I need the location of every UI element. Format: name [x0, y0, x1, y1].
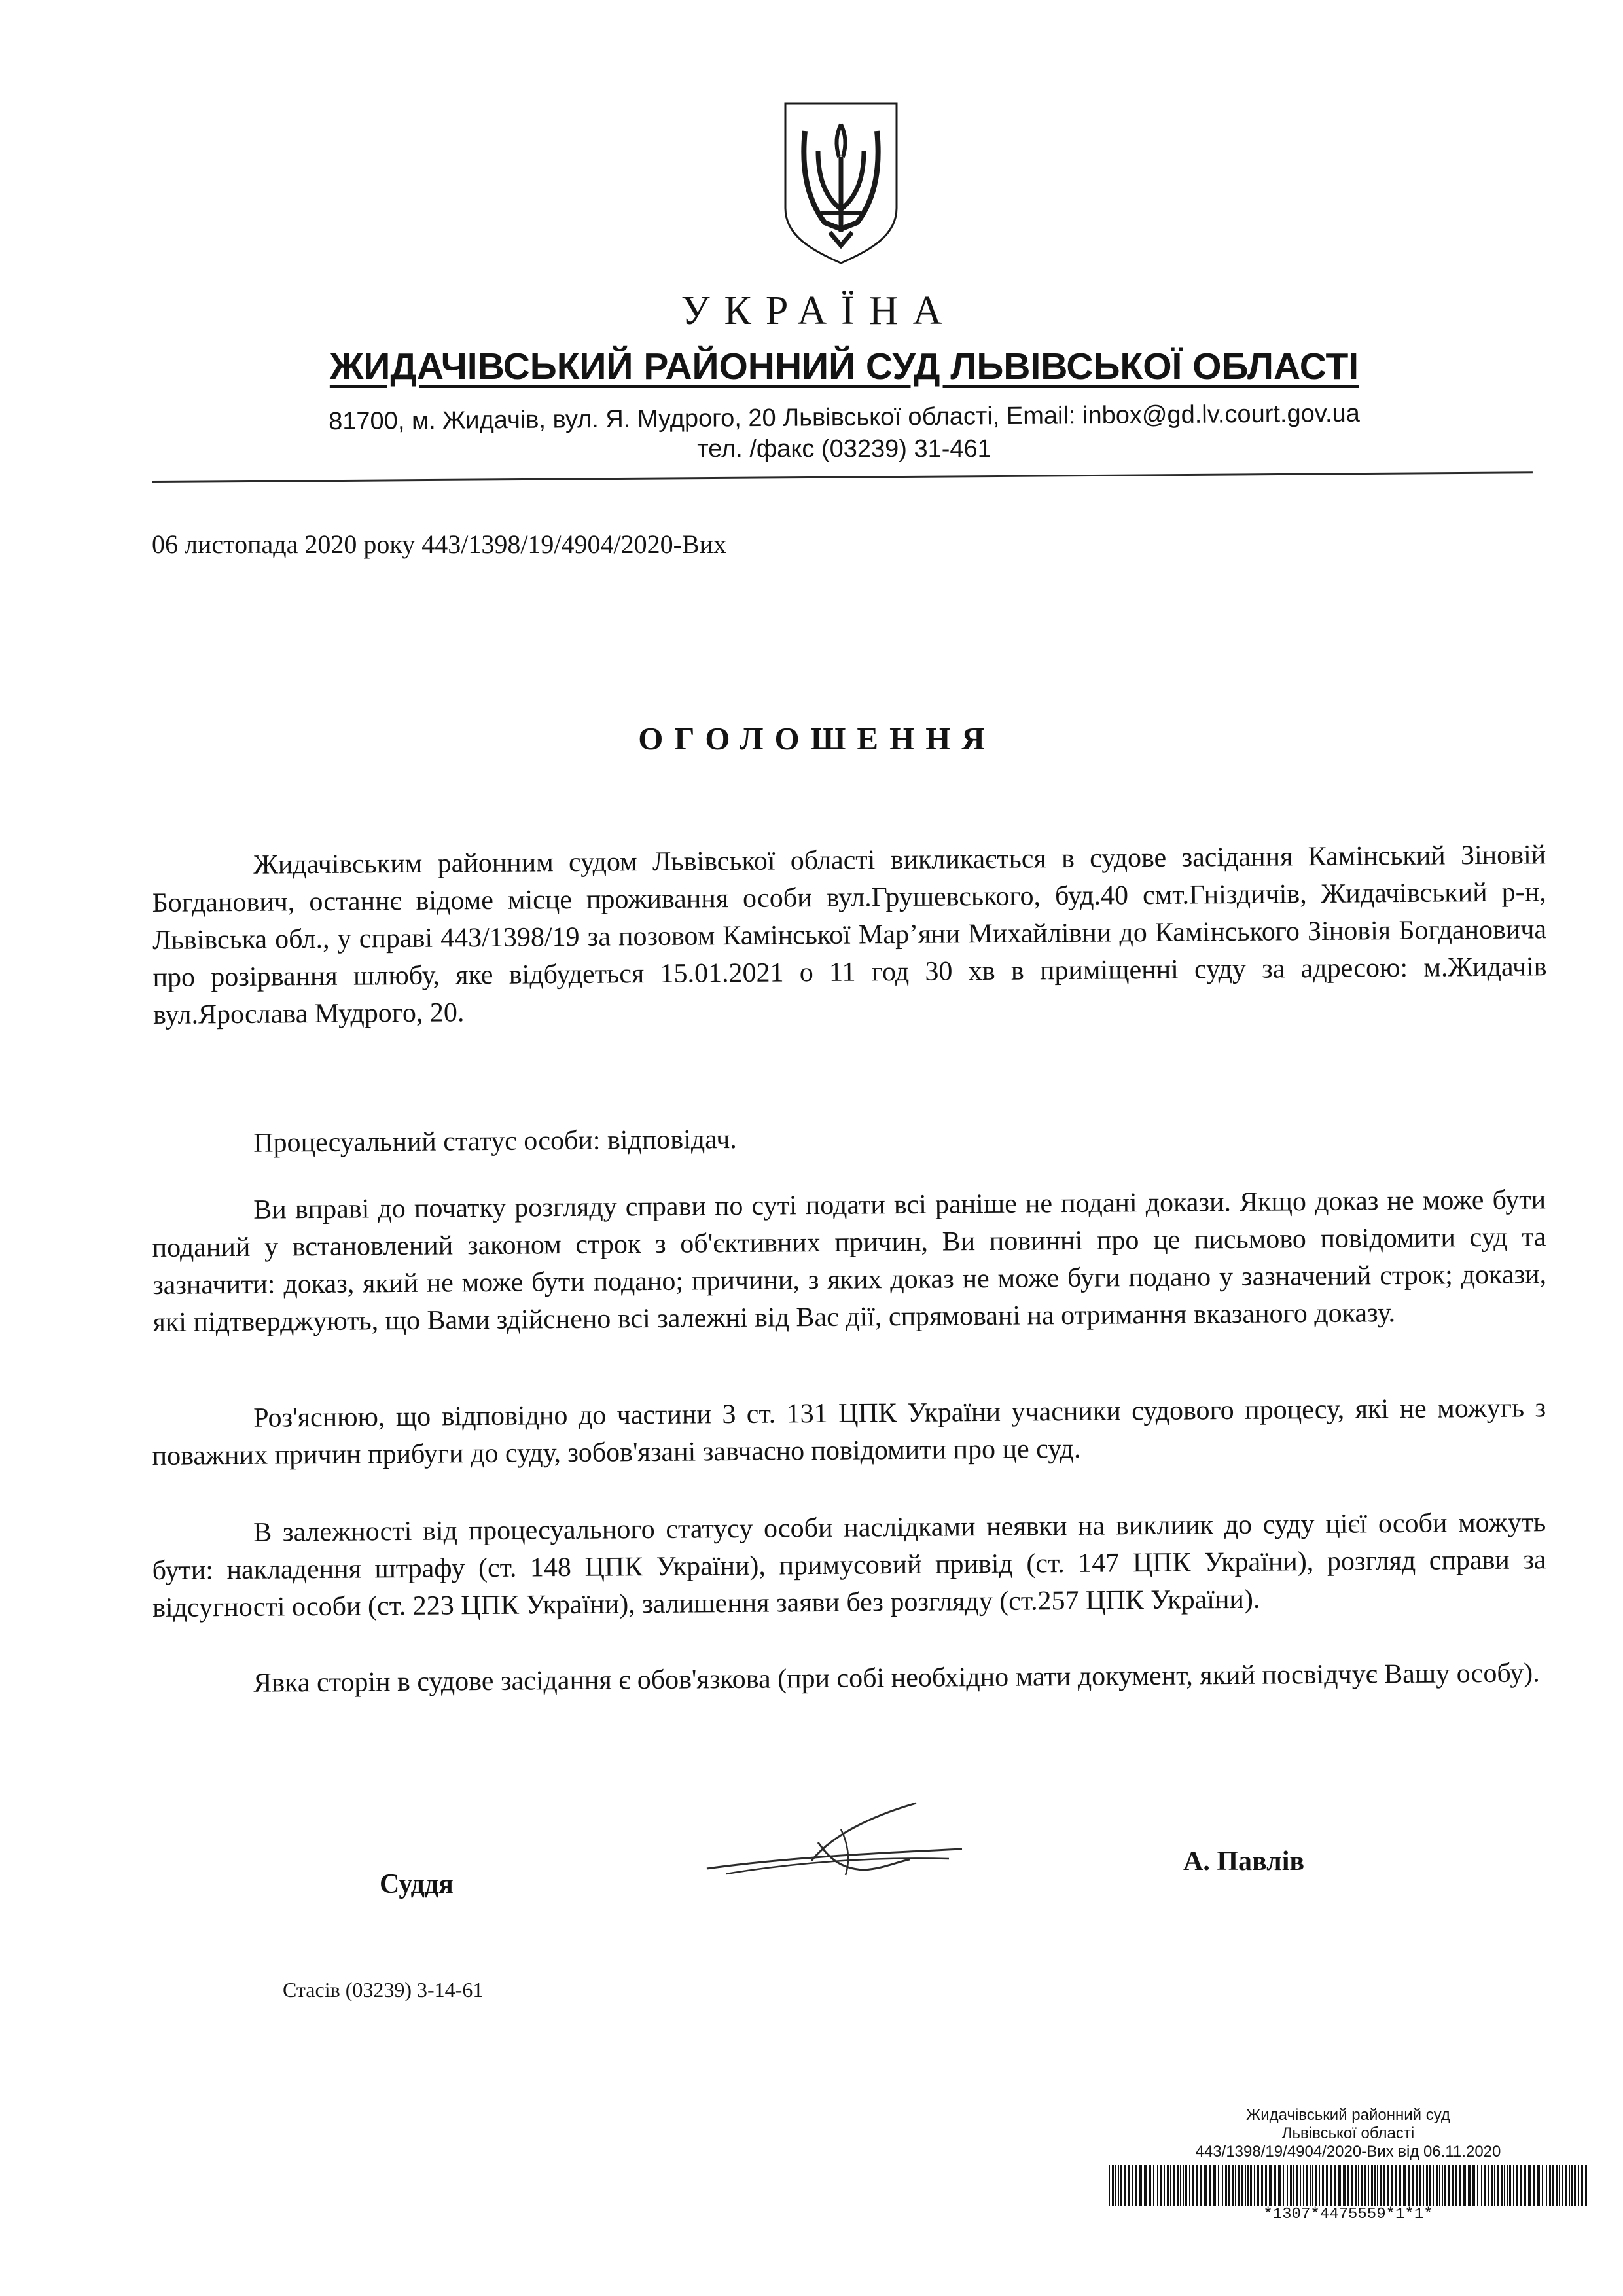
barcode-bar	[1135, 2165, 1137, 2206]
barcode-bar	[1463, 2165, 1466, 2206]
barcode-bar	[1185, 2165, 1187, 2206]
barcode-bar	[1452, 2165, 1454, 2206]
barcode-bar	[1578, 2165, 1579, 2206]
barcode-bar	[1115, 2165, 1116, 2206]
barcode-bar	[1245, 2165, 1246, 2206]
stamp-barcode-number: *1307*4475559*1*1*	[1263, 2206, 1433, 2223]
header-divider	[152, 471, 1533, 483]
coat-of-arms-icon	[779, 98, 903, 268]
barcode-bar	[1173, 2165, 1175, 2206]
barcode-bar	[1380, 2165, 1382, 2206]
barcode-bar	[1559, 2165, 1560, 2206]
barcode-bar	[1399, 2165, 1401, 2206]
barcode-bar	[1238, 2165, 1240, 2206]
barcode-bar	[1433, 2165, 1434, 2206]
barcode-bar	[1228, 2165, 1230, 2206]
barcode-bar	[1455, 2165, 1457, 2206]
stamp-court-line-1: Жидачівський районний суд	[1246, 2106, 1450, 2124]
barcode-bar	[1157, 2165, 1158, 2206]
barcode-bar	[1235, 2165, 1236, 2206]
barcode-bar	[1494, 2165, 1495, 2206]
barcode-bar	[1319, 2165, 1320, 2206]
barcode-bar	[1569, 2165, 1570, 2206]
barcode-bar	[1287, 2165, 1288, 2206]
judge-name: А. Павлів	[1183, 1846, 1305, 1876]
barcode-bar	[1408, 2165, 1410, 2206]
barcode-bar	[1204, 2165, 1207, 2206]
barcode-bar	[1338, 2165, 1341, 2206]
barcode-bar	[1330, 2165, 1332, 2206]
barcode-bar	[1442, 2165, 1443, 2206]
barcode-bar	[1209, 2165, 1211, 2206]
body-paragraph-notification: Роз'яснюю, що відповідно до частини 3 ст. 131 ЦПК України учасники судового процесу, які не можугь з поважних причин прибуги до суду, зобов'язані завчасно повідомити про це суд.	[152, 1393, 1546, 1471]
barcode-bar	[1160, 2165, 1162, 2206]
barcode-bar	[1374, 2165, 1376, 2206]
outgoing-reference: 06 листопада 2020 року 443/1398/19/4904/2020-Вих	[152, 529, 727, 559]
barcode-bar	[1177, 2165, 1179, 2206]
barcode-bar	[1377, 2165, 1378, 2206]
barcode-bar	[1149, 2165, 1151, 2206]
barcode-bar	[1481, 2165, 1482, 2206]
body-paragraph-attendance: Явка сторін в судове засідання є обов'язкова (при собі необхідно мати документ, який посвідчує Вашу особу).	[253, 1658, 1540, 1698]
barcode-bar	[1571, 2165, 1573, 2206]
barcode-bar	[1124, 2165, 1126, 2206]
barcode-icon	[1106, 2165, 1590, 2206]
barcode-bar	[1306, 2165, 1308, 2206]
barcode-bar	[1310, 2165, 1311, 2206]
barcode-bar	[1351, 2165, 1353, 2206]
barcode-bar	[1200, 2165, 1202, 2206]
barcode-bar	[1585, 2165, 1587, 2206]
barcode-bar	[1501, 2165, 1503, 2206]
barcode-bar	[1509, 2165, 1511, 2206]
barcode-bar	[1257, 2165, 1259, 2206]
barcode-bar	[1507, 2165, 1508, 2206]
barcode-bar	[1444, 2165, 1446, 2206]
barcode-bar	[1387, 2165, 1389, 2206]
barcode-bar	[1565, 2165, 1567, 2206]
stamp-registration-text: 443/1398/19/4904/2020-Вих від 06.11.2020	[1195, 2143, 1501, 2161]
barcode-bar	[1109, 2165, 1110, 2206]
barcode-bar	[1180, 2165, 1181, 2206]
barcode-bar	[1232, 2165, 1234, 2206]
barcode-bar	[1524, 2165, 1526, 2206]
barcode-bar	[1170, 2165, 1171, 2206]
barcode-bar	[1250, 2165, 1252, 2206]
barcode-bar	[1412, 2165, 1414, 2206]
barcode-bar	[1164, 2165, 1165, 2206]
barcode-bar	[1355, 2165, 1357, 2206]
barcode-bar	[1213, 2165, 1216, 2206]
barcode-bar	[1429, 2165, 1431, 2206]
barcode-bar	[1312, 2165, 1313, 2206]
barcode-bar	[1265, 2165, 1267, 2206]
barcode-bar	[1477, 2165, 1478, 2206]
barcode-bar	[1520, 2165, 1522, 2206]
barcode-bar	[1358, 2165, 1359, 2206]
barcode-bar	[1533, 2165, 1535, 2206]
barcode-bar	[1426, 2165, 1428, 2206]
barcode-bar	[1269, 2165, 1272, 2206]
barcode-bar	[1416, 2165, 1418, 2206]
clerk-contact: Стасів (03239) 3-14-61	[283, 1978, 484, 2001]
barcode-bar	[1364, 2165, 1366, 2206]
barcode-bar	[1552, 2165, 1554, 2206]
registration-stamp	[1099, 2106, 1597, 2224]
barcode-bar	[1300, 2165, 1301, 2206]
barcode-bar	[1153, 2165, 1154, 2206]
court-phone: тел. /факс (03239) 31-461	[697, 435, 991, 463]
body-paragraph-status: Процесуальний статус особи: відповідач.	[253, 1124, 737, 1158]
barcode-bar	[1128, 2165, 1130, 2206]
barcode-bar	[1120, 2165, 1122, 2206]
handwritten-signature-icon	[700, 1797, 975, 1888]
barcode-bar	[1112, 2165, 1114, 2206]
barcode-bar	[1546, 2165, 1547, 2206]
barcode-bar	[1347, 2165, 1349, 2206]
barcode-bar	[1549, 2165, 1551, 2206]
barcode-bar	[1278, 2165, 1281, 2206]
body-paragraph-evidence: Ви вправі до початку розгляду справи по суті подати всі раніше не подані докази. Якщо доказ не може бути поданий у встановлений законом строк з об'єктивних причин, Ви повинні про це письмово повідомити суд та зазначити: доказ, який не може бути подано; причини, з яких доказ не може буги подано у зазначений строк; докази, які підтверджують, що Вами здійснено всі залежні від Вас дії, спрямовані на отримання вказаного доказу.	[152, 1185, 1547, 1338]
barcode-bar	[1322, 2165, 1324, 2206]
barcode-bar	[1459, 2165, 1461, 2206]
barcode-bar	[1167, 2165, 1169, 2206]
barcode-bar	[1419, 2165, 1421, 2206]
barcode-bar	[1254, 2165, 1255, 2206]
barcode-bar	[1192, 2165, 1194, 2206]
barcode-bar	[1371, 2165, 1373, 2206]
barcode-bar	[1132, 2165, 1133, 2206]
barcode-bar	[1556, 2165, 1558, 2206]
barcode-bar	[1189, 2165, 1190, 2206]
barcode-bar	[1448, 2165, 1450, 2206]
barcode-bar	[1537, 2165, 1540, 2206]
barcode-bar	[1436, 2165, 1438, 2206]
barcode-bar	[1488, 2165, 1489, 2206]
barcode-bar	[1290, 2165, 1292, 2206]
barcode-bar	[1562, 2165, 1563, 2206]
barcode-bar	[1491, 2165, 1493, 2206]
barcode-bar	[1334, 2165, 1336, 2206]
body-paragraph-consequences: В залежності від процесуального статусу особи наслідками неявки на виклиик до суду цієї особи можуть бути: накладення штрафу (ст. 148 ЦПК України), примусовий привід (ст. 147 ЦПК України), розгляд справи за відсугності особи (ст. 223 ЦПК України), залишення заяви без розгляду (ст.257 ЦПК України).	[152, 1507, 1546, 1623]
barcode-bar	[1391, 2165, 1393, 2206]
court-address: 81700, м. Жидачів, вул. Я. Мудрого, 20 Львівської області, Email: inbox@gd.lv.court.gov.ua	[329, 399, 1360, 436]
barcode-bar	[1261, 2165, 1263, 2206]
barcode-bar	[1247, 2165, 1249, 2206]
barcode-bar	[1516, 2165, 1518, 2206]
court-name-heading: ЖИДАЧІВСЬКИЙ РАЙОННИЙ СУД ЛЬВІВСЬКОЇ ОБЛАСТІ	[329, 346, 1359, 387]
barcode-bar	[1218, 2165, 1219, 2206]
barcode-bar	[1383, 2165, 1385, 2206]
barcode-bar	[1303, 2165, 1304, 2206]
barcode-bar	[1283, 2165, 1284, 2206]
barcode-bar	[1513, 2165, 1514, 2206]
barcode-bar	[1326, 2165, 1328, 2206]
barcode-bar	[1241, 2165, 1243, 2206]
barcode-bar	[1144, 2165, 1147, 2206]
barcode-bar	[1468, 2165, 1471, 2206]
judge-label: Суддя	[380, 1869, 454, 1899]
barcode-bar	[1296, 2165, 1298, 2206]
barcode-bar	[1315, 2165, 1317, 2206]
stamp-court-line-2: Львівської області	[1281, 2125, 1415, 2142]
barcode-bar	[1225, 2165, 1227, 2206]
barcode-bar	[1118, 2165, 1119, 2206]
barcode-bar	[1542, 2165, 1543, 2206]
barcode-bar	[1472, 2165, 1475, 2206]
barcode-bar	[1196, 2165, 1198, 2206]
barcode-bar	[1343, 2165, 1346, 2206]
barcode-bar	[1504, 2165, 1505, 2206]
barcode-bar	[1423, 2165, 1424, 2206]
document-title: ОГОЛОШЕННЯ	[638, 721, 996, 757]
barcode-bar	[1183, 2165, 1184, 2206]
barcode-bar	[1439, 2165, 1440, 2206]
barcode-bar	[1395, 2165, 1397, 2206]
barcode-bar	[1293, 2165, 1294, 2206]
barcode-bar	[1497, 2165, 1499, 2206]
barcode-bar	[1528, 2165, 1531, 2206]
body-paragraph-summons: Жидачівським районним судом Львівської області викликається в судове засідання Камінський Зіновій Богданович, останнє відоме місце проживання особи вул.Грушевського, буд.40 смт.Гніздичів, Жидачівський р-н, Львівська обл., у справі 443/1398/19 за позовом Камінської Мар’яни Михайлівни до Камінського Зіновія Богдановича про розірвання шлюбу, яке відбудеться 15.01.2021 о 11 год 30 хв в приміщенні суду за адресою: м.Жидачів вул.Ярослава Мудрого, 20.	[152, 840, 1547, 1030]
barcode-bar	[1222, 2165, 1223, 2206]
barcode-bar	[1139, 2165, 1142, 2206]
barcode-bar	[1403, 2165, 1406, 2206]
country-heading: УКРАЇНА	[681, 289, 957, 333]
barcode-bar	[1274, 2165, 1276, 2206]
barcode-bar	[1368, 2165, 1369, 2206]
barcode-bar	[1484, 2165, 1486, 2206]
barcode-bar	[1581, 2165, 1583, 2206]
barcode-bar	[1361, 2165, 1363, 2206]
barcode-bar	[1574, 2165, 1576, 2206]
